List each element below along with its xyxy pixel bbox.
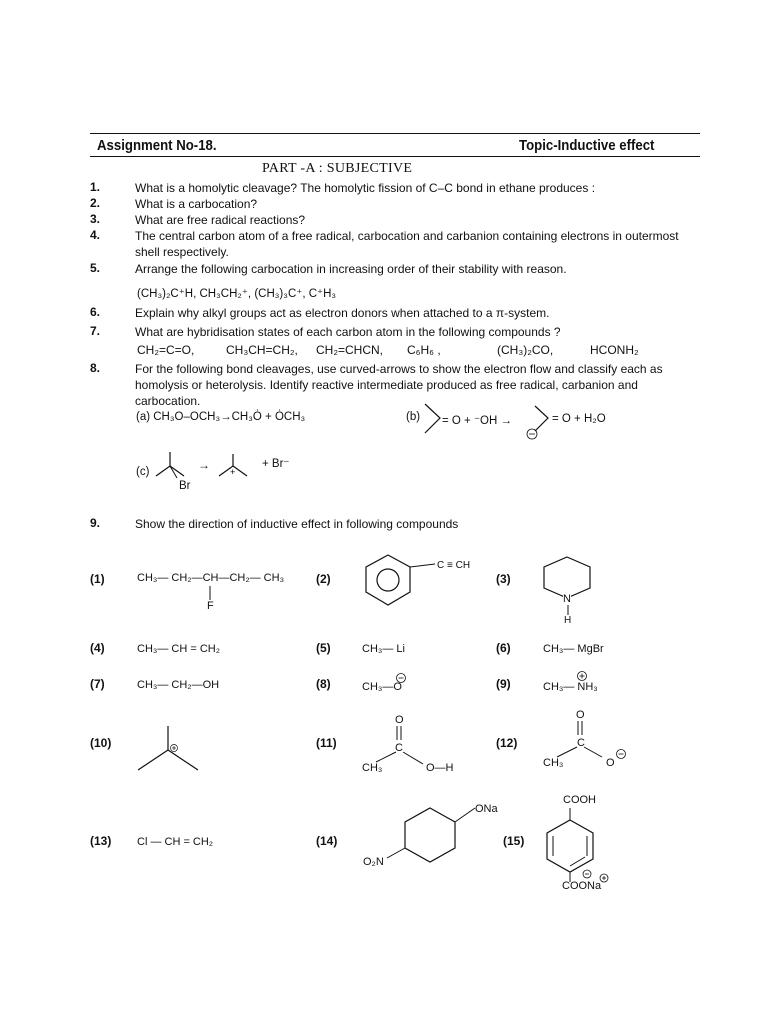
question-number: 8. [90,361,101,375]
compound-label: (14) [316,834,338,848]
carboxylate-charge-icon [580,867,594,881]
compound-label: (13) [90,834,112,848]
compound-label: (12) [496,736,518,750]
question-number: 9. [90,516,101,530]
compound-15-top: COOH [563,794,596,806]
question-number: 7. [90,324,101,338]
reaction-c-structures [150,448,280,493]
compound-12-o-top: O [576,709,585,721]
tert-butyl-cation [130,722,210,777]
compound-label: (5) [316,641,331,655]
compound-4-formula: CH₃— CH = CH₂ [137,643,221,655]
compound-2-sub: C ≡ CH [437,560,471,571]
assignment-title: Assignment No-18. [97,137,217,154]
q7-compound: CH₃CH=CH₂, [226,343,298,357]
question-number: 2. [90,196,101,210]
compound-1-sub: F [207,600,214,612]
compound-12-c: C [577,737,585,749]
reaction-a: (a) CH₃O–OCH₃→CH₃Ȯ + ȮCH₃ [136,411,306,423]
top-rule [90,133,700,134]
question-number: 6. [90,305,101,319]
question-number: 5. [90,261,101,275]
q7-compound: C₆H₆ , [407,343,441,357]
compound-3-h: H [564,615,572,626]
compound-9-formula: CH₃— NH₃ [543,681,598,693]
compound-label: (2) [316,572,331,586]
q7-compound: HCONH₂ [590,343,639,357]
compound-label: (9) [496,677,511,691]
compound-8-formula: CH₃—O [362,681,402,693]
question-number: 4. [90,228,101,242]
compound-12-o: O [606,757,615,769]
q7-compound: (CH₃)₂CO, [497,343,554,357]
question-text: What are free radical reactions? [135,213,306,227]
compound-5-formula: CH₃— Li [362,643,405,655]
reaction-b-middle: = O + ⁻OH → [442,415,512,427]
question-text: Show the direction of inductive effect in following compounds [135,517,459,531]
compound-11-o-top: O [395,714,404,726]
compound-12-ch3: CH₃ [543,757,564,769]
compound-label: (15) [503,834,525,848]
compound-label: (11) [316,736,337,750]
compound-14-bottom: O₂N [363,856,384,868]
question-text: The central carbon atom of a free radical, carbocation and carbanion containing electrons in outermost shell respectively. [135,229,679,259]
compound-label: (3) [496,572,511,586]
reaction-c-br: Br [179,480,191,492]
reaction-b-label: (b) [406,411,421,423]
compound-11-oh: O—H [426,762,454,774]
compound-13-formula: Cl — CH = CH₂ [137,836,214,848]
compound-label: (1) [90,572,105,586]
question-text: What is a homolytic cleavage? The homolytic fission of C–C bond in ethane produces : [135,181,596,195]
reaction-c-label: (c) [136,466,150,478]
q5-carbocations: (CH₃)₂C⁺H, CH₃CH₂⁺, (CH₃)₃C⁺, C⁺H₃ [137,288,337,300]
compound-14-top: ONa [475,803,498,815]
acetate-charge-icon [614,747,628,761]
compound-15-bottom: COONa [562,880,602,892]
compound-label: (8) [316,677,331,691]
question-number: 3. [90,212,101,226]
compound-6-formula: CH₃— MgBr [543,643,604,655]
question-text: What are hybridisation states of each carbon atom in the following compounds ? [135,325,561,339]
topic-title: Topic-Inductive effect [519,137,655,154]
q7-compound: CH₂=CHCN, [316,343,383,357]
compound-1-formula: CH₃— CH₂—CH—CH₂— CH₃ [137,572,285,584]
cation-charge-icon [575,669,589,683]
compound-label: (10) [90,736,112,750]
benzene-ring [355,552,445,610]
q7-compound: CH₂=C=O, [137,343,195,357]
question-text: Arrange the following carbocation in increasing order of their stability with reason. [135,262,567,276]
question-number: 1. [90,180,101,194]
compound-3-n: N [563,593,571,605]
header-rule [90,156,700,157]
reaction-c-arrow: → [198,458,210,472]
anion-charge-icon [394,671,408,685]
question-text: For the following bond cleavages, use curved-arrows to show the electron flow and classify each as homolysis or heterolysis. Identify reactive intermediate produced as free radical, carbanion and carbocation. [135,362,663,408]
question-text: What is a carbocation? [135,197,258,211]
benzene-ring-para [535,806,605,886]
reaction-c-product: + Br⁻ [262,458,290,470]
cyclohexane-ring [375,800,485,870]
part-heading: PART -A : SUBJECTIVE [262,161,413,176]
compound-label: (4) [90,641,105,655]
sodium-charge-icon [597,871,611,885]
compound-label: (6) [496,641,511,655]
compound-11-ch3: CH₃ [362,762,383,774]
reaction-b-end: = O + H₂O [552,413,606,425]
svg-text:+: + [230,467,236,477]
question-text: Explain why alkyl groups act as electron donors when attached to a π-system. [135,306,550,320]
compound-7-formula: CH₃— CH₂—OH [137,679,220,691]
compound-label: (7) [90,677,105,691]
compound-11-c: C [395,742,403,754]
